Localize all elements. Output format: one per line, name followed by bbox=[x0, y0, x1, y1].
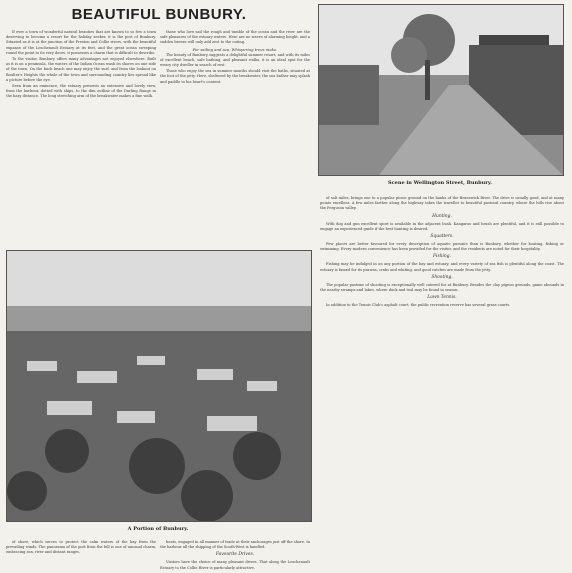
subheading: Fishing. bbox=[433, 254, 451, 260]
paragraph: If ever a town of wonderful natural beauties that are known to so few a town deserving to become a resort for the holiday seeker, it is the port of Bunbury. Situated as it is at the junction of the Preston and Collie rivers, with the beautiful expanse of the Leschenault Estuary at its feet, and the great ocean sweeping round the point to its very doors, it possesses a charm that is difficult to describe. bbox=[6, 30, 156, 55]
photo-portion-of-bunbury bbox=[6, 250, 312, 522]
paragraph: Those who enjoy the sea in summer months should visit the baths, situated at the foot of the jetty. Here, sheltered by the breakwater, the sea bather may splash and paddle to his heart's content. bbox=[160, 69, 310, 84]
paragraph: of salt miles, brings one to a popular picnic ground on the banks of the Brunswick River. The drive is usually good, and at many points excellent. A few miles farther along the highway takes the traveller to beautiful pastoral country, where the hills rise about the Ferguson valley. bbox=[320, 196, 564, 211]
column-5 bbox=[160, 540, 310, 570]
photo-wellington-street bbox=[318, 4, 564, 176]
paragraph: Fishing may be indulged in on any portion of the bay and estuary, and every variety of sea fish is plentiful along the coast. The estuary is famed for its prawns, crabs and whiting, and good catches are made from the jetty. bbox=[320, 262, 564, 272]
verse: For sailing and sea, Whispering trees make. bbox=[192, 46, 278, 52]
subheading: Lawn Tennis. bbox=[427, 295, 457, 301]
subheading: Hunting. bbox=[432, 213, 452, 219]
subheading: Shooting. bbox=[431, 274, 453, 280]
paragraph: boats, engaged in all manner of trade at their anchorages just off the shore. In the harbour all the shipping of the South-West is handled. bbox=[160, 540, 310, 550]
paragraph: Seen from an eminence, the estuary presents an extensive and lovely view, from the harbour, dotted with ships, to the dim outline of the Darling Range in the hazy distance. The long stretching arm of the breakwater makes a fine walk. bbox=[6, 84, 156, 99]
column-3 bbox=[320, 196, 564, 566]
caption-portion: A Portion of Bunbury. bbox=[127, 526, 189, 532]
paragraph: The popular pastime of shooting is exceptionally well catered for at Bunbury. Besides the clay pigeon grounds, game abounds in the nearby swamps and lakes, where duck and teal may be found in season. bbox=[320, 282, 564, 293]
column-2 bbox=[160, 30, 310, 248]
article-title: BEAUTIFUL BUNBURY. bbox=[71, 6, 247, 23]
column-1 bbox=[6, 30, 156, 248]
caption-street: Scene in Wellington Street, Bunbury. bbox=[388, 180, 492, 186]
column-4 bbox=[6, 540, 156, 570]
paragraph: In addition to the Tennis Club's asphalt court, the public recreation reserve has several grass courts. bbox=[326, 303, 511, 308]
paragraph: To the visitor, Bunbury offers many advantages not enjoyed elsewhere. Built as it is on a peninsula, the waters of the Indian Ocean wash its shores on one side of the town. On the back beach one may enjoy the surf, and from the lookout on Boulter's Heights the whole of the town and surrounding country lies spread like a picture before the eye. bbox=[6, 57, 156, 82]
paragraph: With dog and gun excellent sport is available in the adjacent bush. Kangaroo and brush are plentiful, and it is still possible to engage an experienced guide if the best hunting is desired. bbox=[320, 221, 564, 231]
paragraph: Visitors have the choice of many pleasant drives. That along the Leschenault Estuary to the Collie River is particularly attractive. bbox=[160, 560, 310, 570]
subheading: Squatters. bbox=[430, 234, 454, 240]
paragraph: Few places are better favoured for every description of aquatic pursuits than is Bunbury, whether for boating, fishing or swimming. Every modern convenience has been provided for the visitor, and the residents are noted for their hospitality. bbox=[320, 242, 564, 252]
paragraph: those who love sail the rough and tumble of the ocean and the river are the safe pleasures of the estuary waters. Here are no waves of alarming height, and a sudden breeze will only add zest to the outing. bbox=[160, 30, 310, 45]
town-photo-drawing bbox=[7, 251, 311, 521]
paragraph: The beauty of Bunbury suggests a delightful summer resort, and with its miles of excellent beach, safe bathing, and pleasant walks, it is an ideal spot for the weary city dweller in search of rest. bbox=[160, 52, 310, 68]
paragraph: of shore, which serves to protect the calm waters of the bay from the prevailing winds. The panorama of the port from the hill is one of unusual charm, embracing sea, river and distant ranges. bbox=[6, 540, 156, 555]
subheading: Favourite Drives. bbox=[215, 552, 255, 558]
street-photo-drawing bbox=[319, 5, 563, 175]
